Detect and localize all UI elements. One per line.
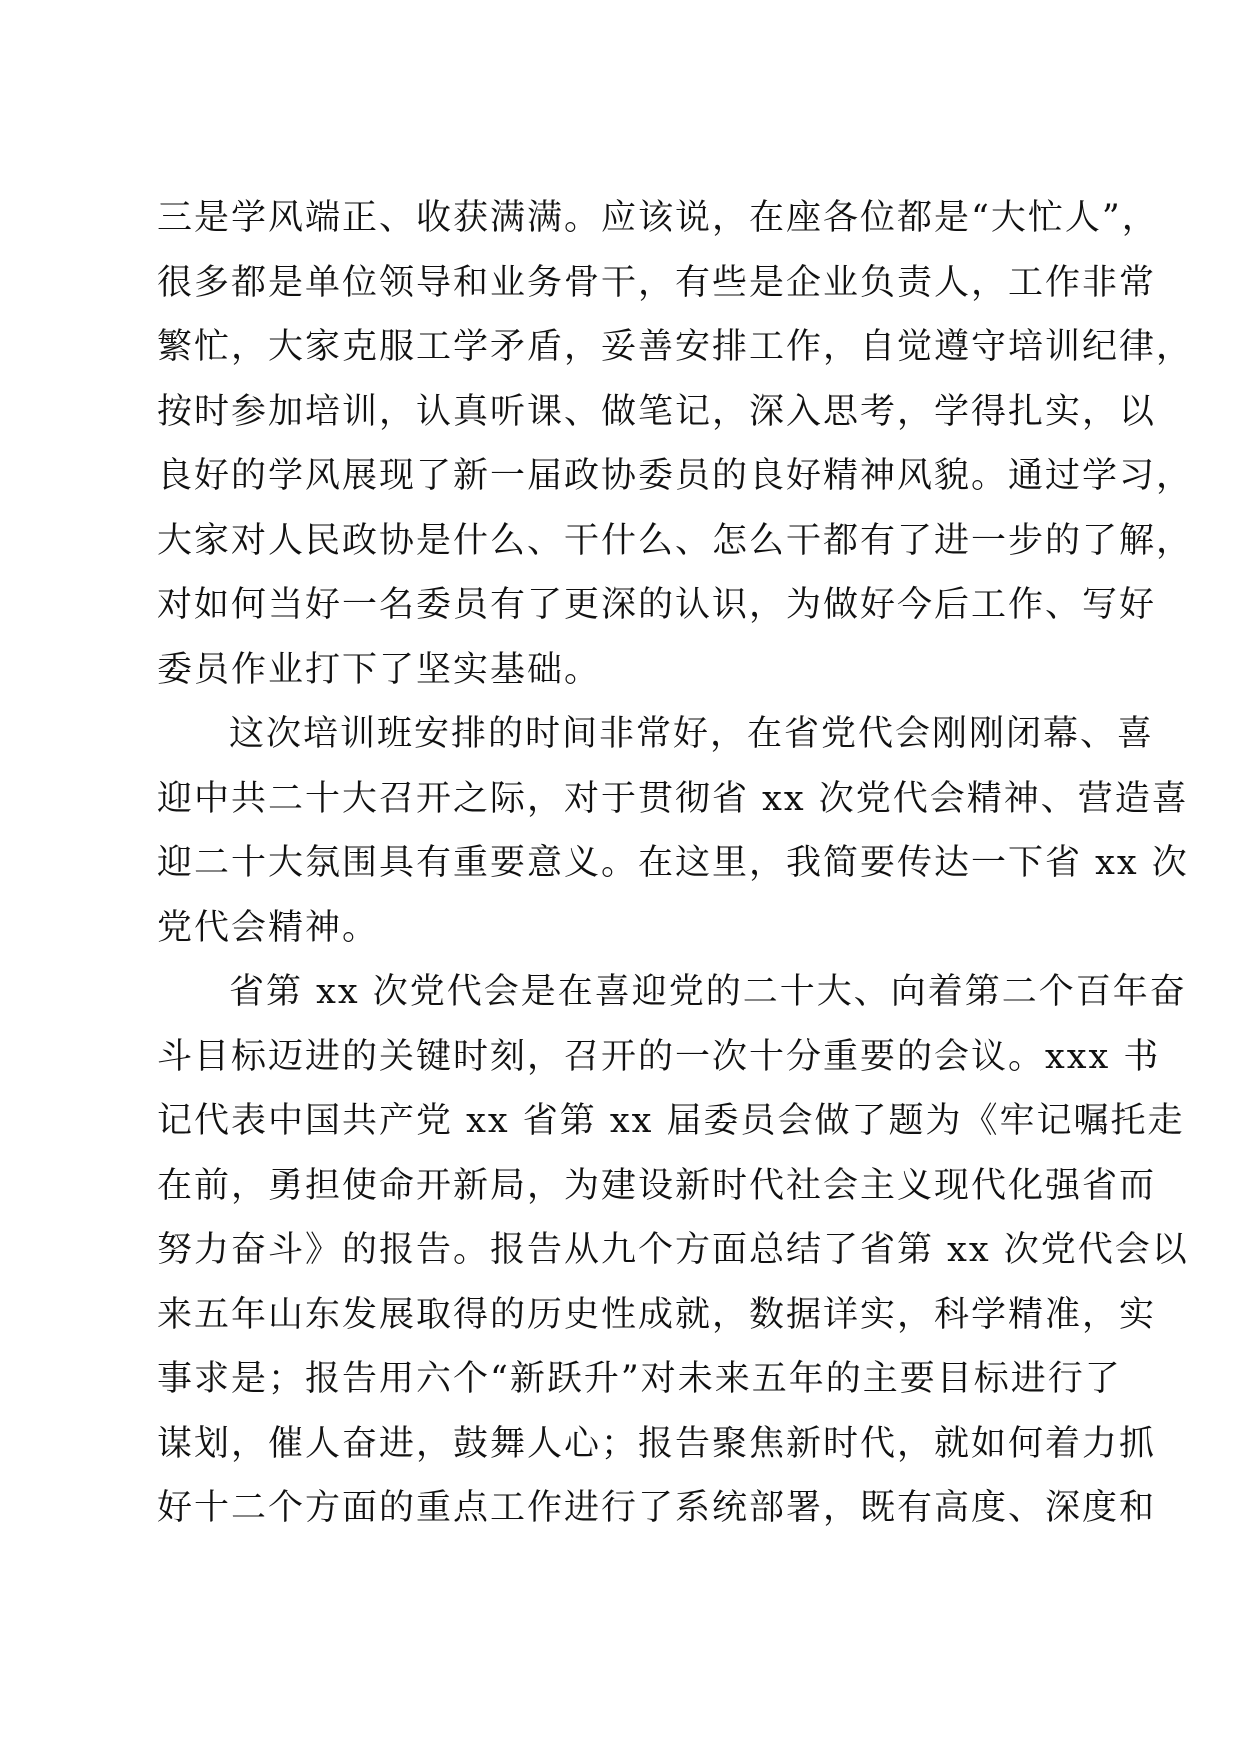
text-line: 努力奋斗》的报告。报告从九个方面总结了省第 xx 次党代会以 xyxy=(157,1230,1189,1270)
text-line: 在前，勇担使命开新局，为建设新时代社会主义现代化强省而 xyxy=(157,1165,1157,1206)
text-line: 委员作业打下了坚实基础。 xyxy=(157,649,602,690)
text-line: 来五年山东发展取得的历史性成就，数据详实，科学精准，实 xyxy=(157,1294,1157,1335)
paragraph-study-style xyxy=(157,186,1194,702)
text-line: 按时参加培训，认真听课、做笔记，深入思考，学得扎实，以 xyxy=(157,391,1157,432)
text-line: 繁忙，大家克服工学矛盾，妥善安排工作，自觉遵守培训纪律， xyxy=(157,327,1194,367)
document-body xyxy=(157,186,1194,1541)
text-line: 省第 xx 次党代会是在喜迎党的二十大、向着第二个百年奋 xyxy=(229,972,1187,1012)
text-line: 良好的学风展现了新一届政协委员的良好精神风貌。通过学习， xyxy=(157,456,1194,496)
text-line: 好十二个方面的重点工作进行了系统部署，既有高度、深度和 xyxy=(157,1488,1157,1528)
text-line: 党代会精神。 xyxy=(157,907,380,948)
text-line: 对如何当好一名委员有了更深的认识，为做好今后工作、写好 xyxy=(157,585,1157,625)
text-line: 记代表中国共产党 xx 省第 xx 届委员会做了题为《牢记嘱托走 xyxy=(157,1101,1185,1141)
text-line: 三是学风端正、收获满满。应该说，在座各位都是“大忙人”， xyxy=(157,198,1159,238)
text-line: 大家对人民政协是什么、干什么、怎么干都有了进一步的了解， xyxy=(157,520,1194,561)
paragraph-party-congress-report xyxy=(157,960,1189,1541)
text-line: 斗目标迈进的关键时刻，召开的一次十分重要的会议。xxx 书 xyxy=(157,1036,1161,1077)
text-line: 迎中共二十大召开之际，对于贯彻省 xx 次党代会精神、营造喜 xyxy=(157,778,1189,819)
text-line: 迎二十大氛围具有重要意义。在这里，我简要传达一下省 xx 次 xyxy=(157,843,1189,883)
text-line: 很多都是单位领导和业务骨干，有些是企业负责人，工作非常 xyxy=(157,262,1157,303)
paragraph-training-timing xyxy=(157,702,1189,960)
text-line: 事求是；报告用六个“新跃升”对未来五年的主要目标进行了 xyxy=(157,1359,1122,1399)
text-line: 这次培训班安排的时间非常好，在省党代会刚刚闭幕、喜 xyxy=(229,714,1155,754)
text-line: 谋划，催人奋进，鼓舞人心；报告聚焦新时代，就如何着力抓 xyxy=(157,1423,1157,1464)
